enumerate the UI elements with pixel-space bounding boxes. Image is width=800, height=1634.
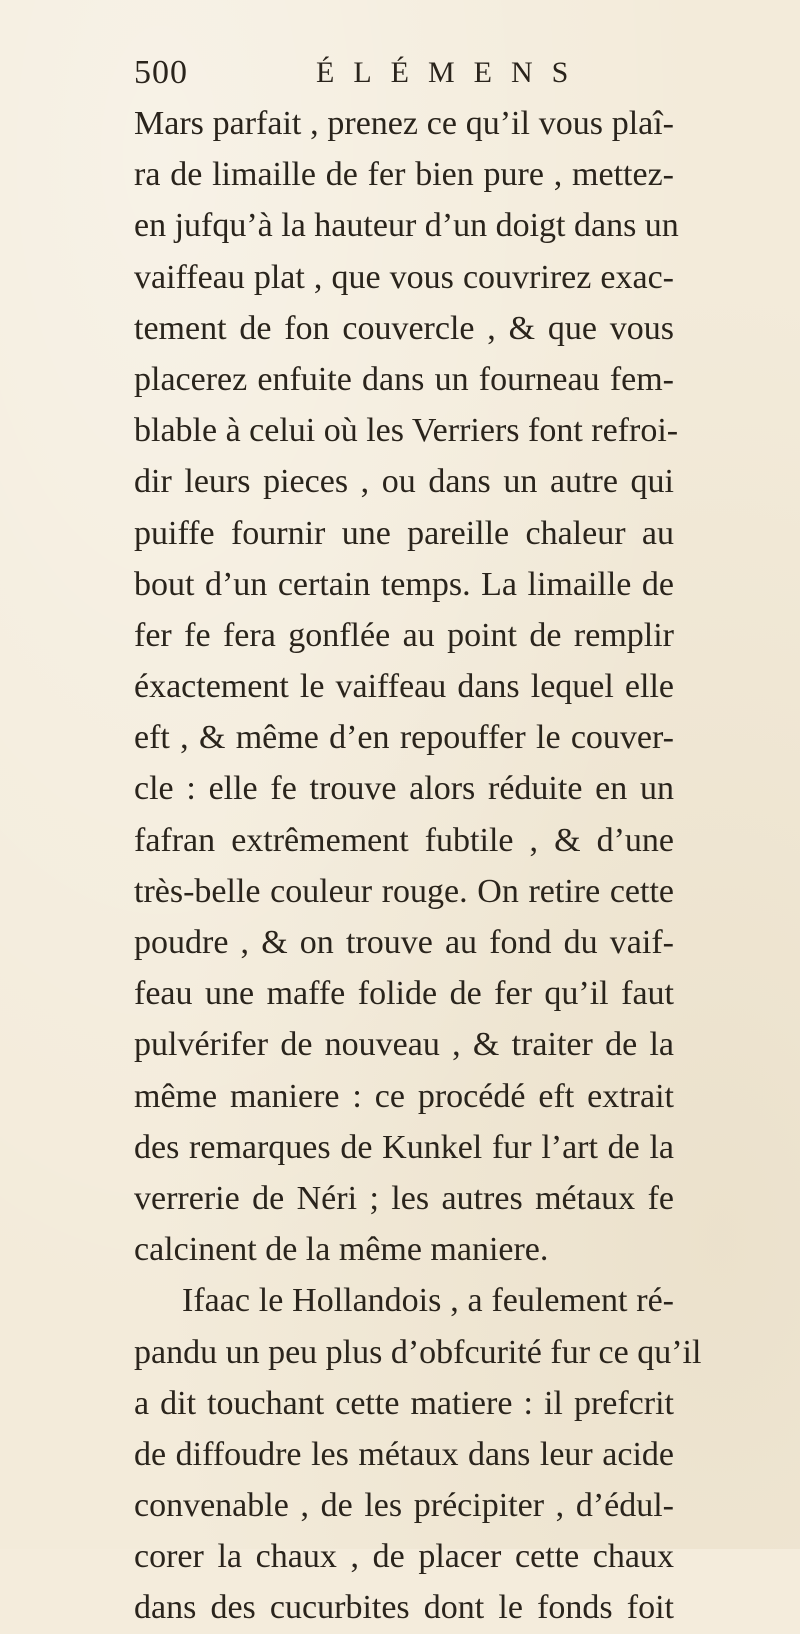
text-line: bout d’un certain temps. La limaille de [134, 565, 674, 603]
text-line: des remarques de Kunkel fur l’art de la [134, 1128, 674, 1166]
text-line: dir leurs pieces , ou dans un autre qui [134, 463, 674, 501]
text-line: cle : elle fe trouve alors réduite en un [134, 770, 674, 808]
text-line: pulvérifer de nouveau , & traiter de la [134, 1026, 674, 1064]
text-line: blable à celui où les Verriers font refroi- [134, 412, 679, 450]
text-line: tement de fon couvercle , & que vous [134, 309, 674, 347]
text-line: pandu un peu plus d’obfcurité fur ce qu’il [134, 1333, 702, 1371]
text-line: en jufqu’à la hauteur d’un doigt dans un [134, 207, 679, 245]
page-header [134, 50, 654, 98]
text-line: ra de limaille de fer bien pure , mettez- [134, 156, 674, 194]
text-line: placerez enfuite dans un fourneau fem- [134, 360, 674, 398]
text-line: éxactement le vaiffeau dans lequel elle [134, 668, 674, 706]
text-line: eft , & même d’en repouffer le couver- [134, 719, 674, 757]
text-line: puiffe fournir une pareille chaleur au [134, 514, 674, 552]
text-line: feau une maffe folide de fer qu’il faut [134, 975, 674, 1013]
text-line: a dit touchant cette matiere : il prefcrit [134, 1384, 674, 1422]
text-line: même maniere : ce procédé eft extrait [134, 1077, 674, 1115]
body-text [134, 98, 702, 1634]
text-line: fafran extrêmement fubtile , & d’une [134, 821, 674, 859]
text-line: de diffoudre les métaux dans leur acide [134, 1435, 674, 1473]
paragraph-end-line: calcinent de la même maniere. [134, 1231, 549, 1269]
page-number: 500 [134, 54, 188, 91]
text-line: verrerie de Néri ; les autres métaux fe [134, 1179, 674, 1217]
text-line: convenable , de les précipiter , d’édul- [134, 1487, 674, 1525]
text-line: fer fe fera gonflée au point de remplir [134, 616, 674, 654]
text-line: corer la chaux , de placer cette chaux [134, 1538, 674, 1576]
text-line: très-belle couleur rouge. On retire cette [134, 872, 674, 910]
running-title: ÉLÉMENS [316, 56, 588, 89]
text-line: dans des cucurbites dont le fonds foit [134, 1589, 674, 1627]
paragraph-start-line: Ifaac le Hollandois , a feulement ré- [182, 1282, 674, 1320]
text-line: poudre , & on trouve au fond du vaif- [134, 924, 674, 961]
text-line: Mars parfait , prenez ce qu’il vous plaî- [134, 105, 674, 142]
text-line: vaiffeau plat , que vous couvrirez exac- [134, 258, 674, 296]
